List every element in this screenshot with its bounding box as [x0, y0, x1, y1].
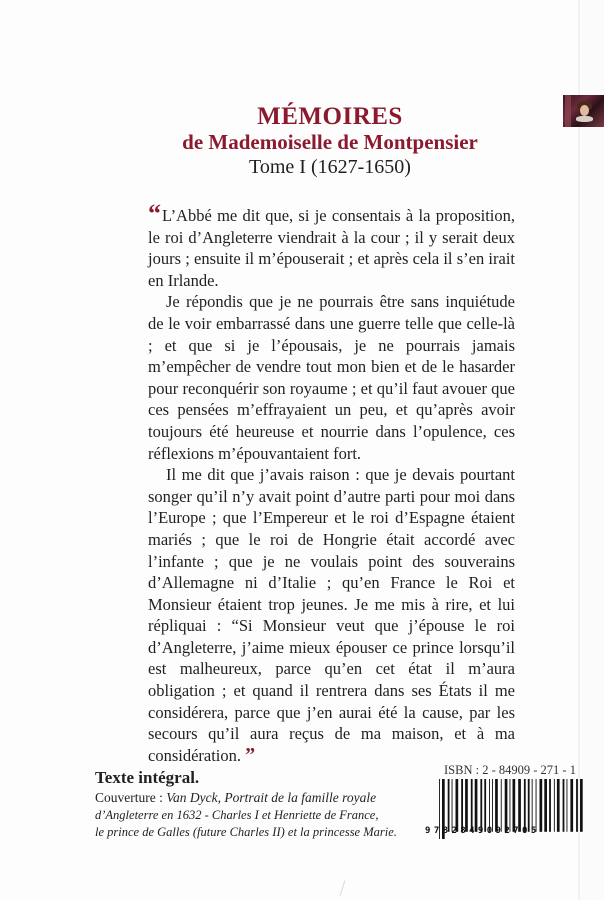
book-subtitle: de Mademoiselle de Montpensier: [182, 130, 478, 154]
portrait-collar: [576, 116, 593, 122]
portrait-drape: [565, 95, 571, 127]
cover-credit-artist: Van Dyck, Portrait de la famille royale: [166, 790, 377, 805]
barcode-bar: [580, 779, 583, 832]
book-title: MÉMOIRES: [257, 103, 403, 130]
barcode-bar: [557, 779, 560, 832]
barcode-bar: [563, 779, 565, 832]
quote-paragraph-text: L’Abbé me dit que, si je consentais à la proposition, le roi d’Angleterre viendrait à la cour ; il y serait deux jours ; ensuite il m’épouserait ; et après cela il s’en irait en Irlande.: [148, 206, 515, 290]
barcode-bar: [465, 779, 468, 832]
quote-paragraph: [148, 464, 515, 766]
texte-integral-label: Texte intégral.: [95, 768, 200, 787]
barcode-bar: [510, 779, 511, 832]
cover-credit-line3: le prince de Galles (future Charles II) et la princesse Marie.: [95, 825, 397, 839]
barcode-bar: [513, 779, 516, 832]
volume-label: Tome I (1627-1650): [249, 156, 411, 178]
barcode-bar: [484, 779, 486, 832]
barcode-bar: [544, 779, 547, 832]
quote-paragraph: [148, 199, 515, 291]
barcode-bar: [480, 779, 482, 832]
barcode-bar: [576, 779, 578, 832]
barcode-bar: [567, 779, 568, 832]
barcode-bar: [532, 779, 533, 832]
isbn-label: ISBN : 2 - 84909 - 271 - 1: [444, 763, 576, 777]
barcode-bar: [489, 779, 490, 832]
footer-info: [95, 767, 425, 841]
barcode-bar: [456, 779, 459, 832]
cover-credit-line2: d’Angleterre en 1632 - Charles I et Henriette de France,: [95, 808, 379, 822]
barcode-bar: [570, 779, 573, 832]
pencil-mark: [340, 880, 346, 896]
quote-paragraph: [148, 291, 515, 464]
title-block: [140, 103, 520, 179]
barcode-bar: [554, 779, 555, 832]
barcode-bar: [475, 779, 478, 832]
barcode-bar: [495, 779, 498, 832]
cover-portrait-thumbnail: [563, 95, 604, 127]
quote-paragraph-text: Je répondis que je ne pourrais être sans inquiétude de le voir embarrassé dans une guerre telle que celle-là ; et que si je l’épousais, je ne pourrais jamais m’empêcher de vendre tout mon bien et de le hasarder pour reconquérir son royaume ; et qu’il faut avouer que ces pensées m’effrayaient un peu, et qu’après avoir toujours été heureuse et nourrie dans l’opulence, ces réflexions m’épouvantaient fort.: [148, 292, 515, 463]
cover-credit: [95, 789, 425, 807]
barcode-bar: [540, 779, 543, 832]
barcode-bar: [524, 779, 526, 832]
barcode-bar: [528, 779, 530, 832]
barcode-bar: [549, 779, 551, 832]
barcode-bar: [461, 779, 463, 832]
portrait-face: [580, 105, 589, 116]
barcode-bar: [492, 779, 493, 832]
barcode-bar: [452, 779, 453, 832]
open-quote-mark: “: [148, 199, 161, 228]
cover-credit-label: Couverture :: [95, 790, 163, 805]
barcode-bar: [448, 779, 450, 832]
close-quote-mark: ”: [245, 743, 256, 766]
barcode-bar: [501, 779, 502, 832]
barcode-bar: [536, 779, 537, 832]
barcode-bar: [518, 779, 521, 832]
barcode-bar: [471, 779, 473, 832]
barcode-bar: [505, 779, 508, 832]
excerpt-quote: [148, 199, 515, 766]
barcode-digits: 9782849092705: [425, 826, 540, 836]
quote-paragraph-text: Il me dit que j’avais raison : que je devais pourtant songer qu’il n’y avait point d’autre parti pour moi dans l’Europe ; que l’Empereur et le roi d’Espagne étaient mariés ; que le roi de Hongrie était accordé avec l’infante ; que je ne voulais point des souverains d’Allemagne ni d’Italie ; qu’en France le Roi et Monsieur étaient trop jeunes. Je me mis à rire, et lui répliquai : “Si Monsieur veut que j’épouse le roi d’Angleterre, j’aime mieux épouser ce prince lorsqu’il est malheureux, parce qu’en cet état il m’aura obligation ; et quand il rentrera dans ses États il me considérera, parce que j’en aurai été la cause, par les secours qu’il aura reçus de ma maison, et à ma considération.: [148, 465, 515, 765]
